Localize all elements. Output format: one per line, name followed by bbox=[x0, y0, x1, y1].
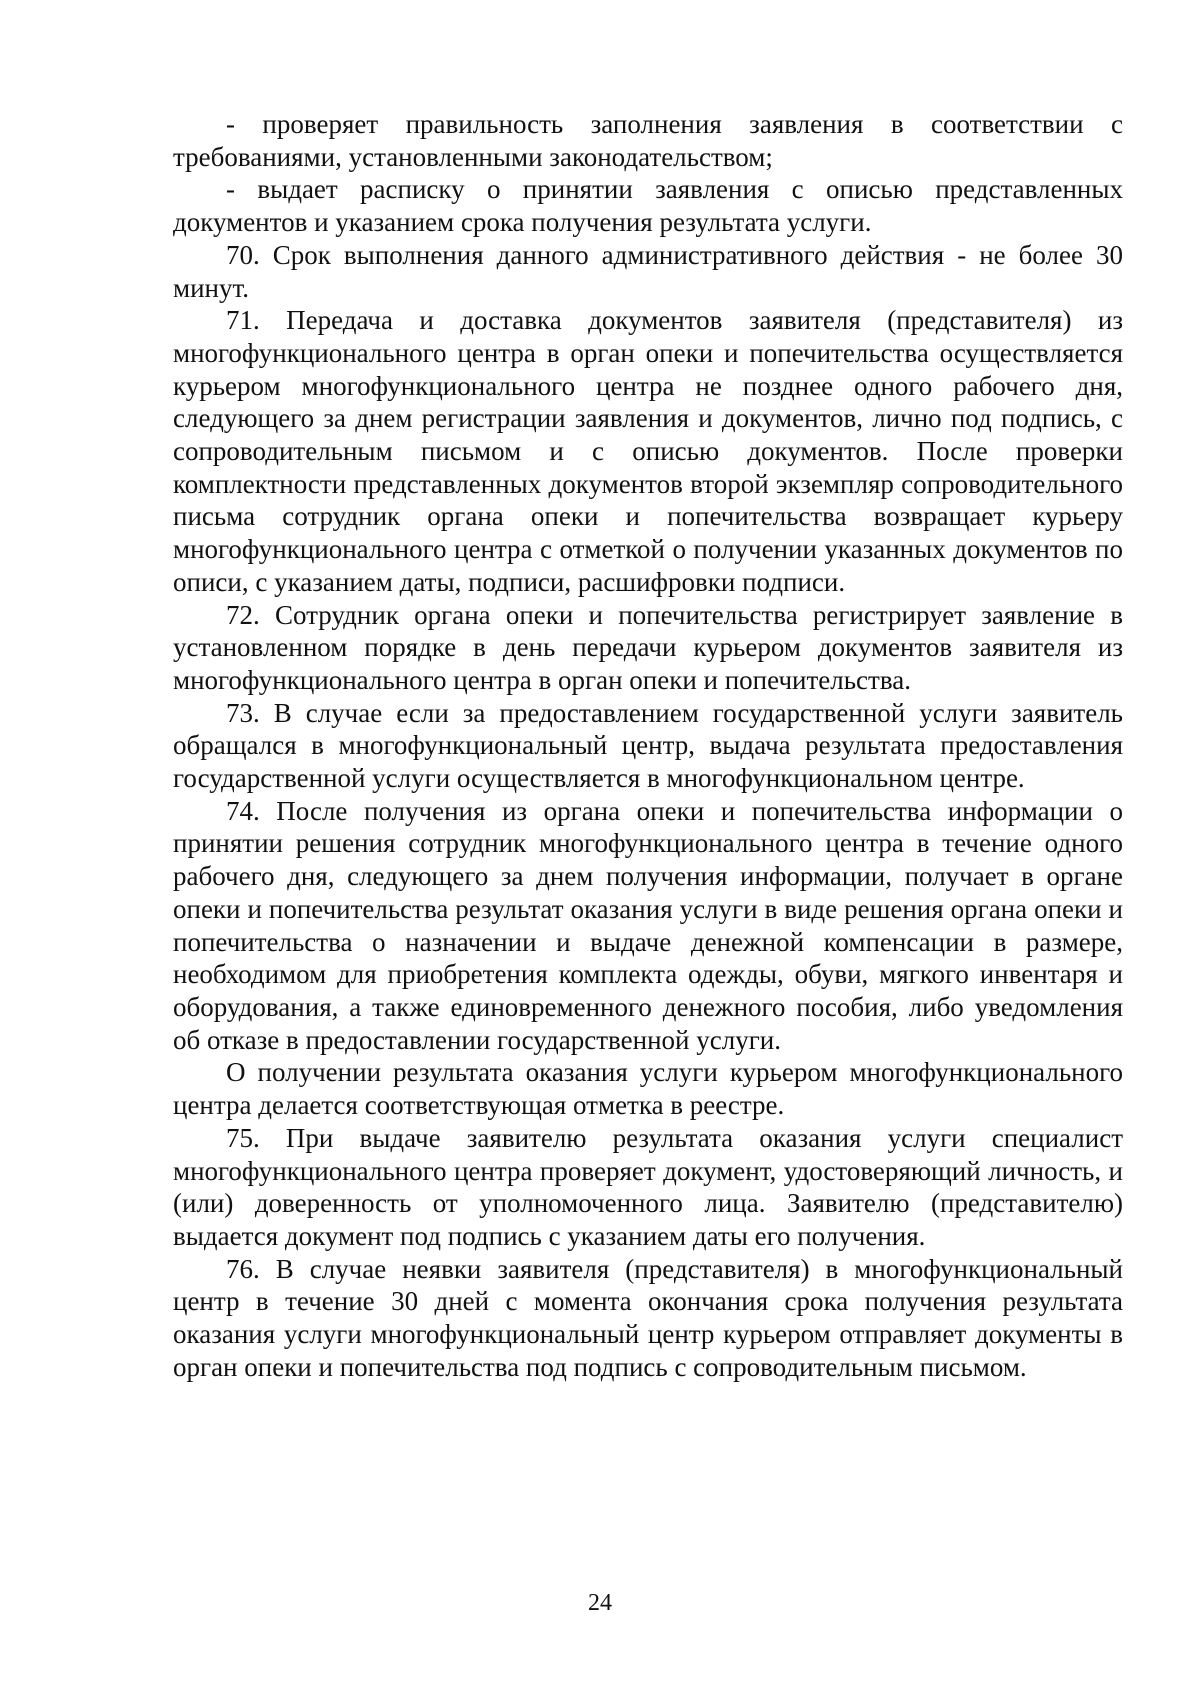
paragraph-72: 72. Сотрудник органа опеки и попечительства регистрирует заявление в установленном порядке в день передачи курьером документов заявителя из многофункционального центра в орган опеки и попечительства. bbox=[173, 599, 1123, 695]
paragraph-76: 76. В случае неявки заявителя (представителя) в многофункциональный центр в течение 30 дней с момента окончания срока получения результата оказания услуги многофункциональный центр курьером отправляет документы в орган опеки и попечительства под подпись с сопроводительным письмом. bbox=[173, 1253, 1123, 1382]
paragraph-70: 70. Срок выполнения данного административного действия - не более 30 минут. bbox=[173, 239, 1123, 303]
page-number: 24 bbox=[588, 1590, 612, 1616]
paragraph-issue-receipt: - выдает расписку о принятии заявления с описью представленных документов и указанием срока получения результата услуги. bbox=[173, 174, 1123, 238]
paragraph-75: 75. При выдаче заявителю результата оказания услуги специалист многофункционального центра проверяет документ, удостоверяющий личность, и (или) доверенность от уполномоченного лица. Заявителю (представителю) выдается документ под подпись с указанием даты его получения. bbox=[173, 1122, 1123, 1251]
paragraph-74: 74. После получения из органа опеки и попечительства информации о принятии решения сотрудник многофункционального центра в течение одного рабочего дня, следующего за днем получения информации, получает в органе опеки и попечительства результат оказания услуги в виде решения органа опеки и попечительства о назначении и выдаче денежной компенсации в размере, необходимом для приобретения комплекта одежды, обуви, мягкого инвентаря и оборудования, а также единовременного денежного пособия, либо уведомления об отказе в предоставлении государственной услуги. bbox=[173, 795, 1123, 1055]
paragraph-check-application: - проверяет правильность заполнения заявления в соответствии с требованиями, установленными законодательством; bbox=[173, 109, 1123, 172]
paragraph-registry-note: О получении результата оказания услуги курьером многофункционального центра делается соответствующая отметка в реестре. bbox=[173, 1057, 1123, 1121]
paragraph-73: 73. В случае если за предоставлением государственной услуги заявитель обращался в многофункциональный центр, выдача результата предоставления государственной услуги осуществляется в многофункциональном центре. bbox=[173, 697, 1123, 794]
paragraph-71: 71. Передача и доставка документов заявителя (представителя) из многофункционального центра в орган опеки и попечительства осуществляется курьером многофункционального центра не позднее одного рабочего дня, следующего за днем регистрации заявления и документов, лично под подпись, с сопроводительным письмом и с описью документов. После проверки комплектности представленных документов второй экземпляр сопроводительного письма сотрудник органа опеки и попечительства возвращает курьеру многофункционального центра с отметкой о получении указанных документов по описи, с указанием даты, подписи, расшифровки подписи. bbox=[173, 305, 1123, 597]
document-body bbox=[173, 108, 1123, 1383]
